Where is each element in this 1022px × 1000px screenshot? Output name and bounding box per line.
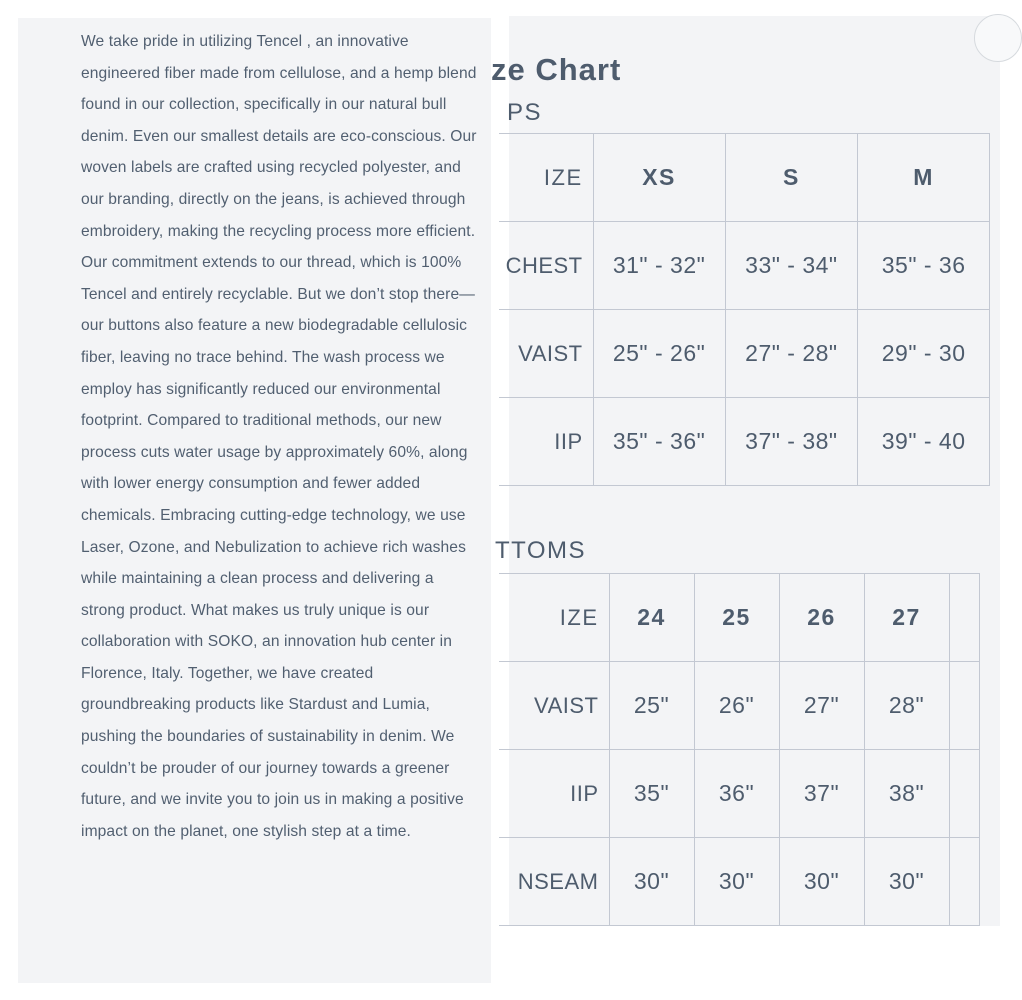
bottoms-section-title: TTOMS	[495, 537, 587, 564]
table-row-label: CHEST	[499, 222, 593, 310]
table-cell: 26"	[694, 662, 779, 750]
table-header-cell: M	[858, 134, 990, 222]
table-cell: 39" - 40	[858, 398, 990, 486]
table-header-cell: 26	[779, 574, 864, 662]
table-cell: 35" - 36	[858, 222, 990, 310]
table-cell: 30"	[864, 838, 949, 926]
table-cell: 27"	[779, 662, 864, 750]
table-cell: 35"	[609, 750, 694, 838]
table-cell: 36"	[694, 750, 779, 838]
table-header-cell: 24	[609, 574, 694, 662]
table-cell: 28"	[864, 662, 949, 750]
table-cell-empty	[949, 838, 979, 926]
table-row-label: IIP	[499, 750, 609, 838]
table-row	[499, 750, 979, 838]
table-header-cell: IZE	[499, 134, 593, 222]
table-header-cell: IZE	[499, 574, 609, 662]
table-cell: 30"	[779, 838, 864, 926]
sustainability-description: We take pride in utilizing Tencel , an innovative engineered fiber made from cellulose, and a hemp blend found in our collection, specifically in our natural bull denim. Even our smallest details are eco-conscious. Our woven labels are crafted using recycled polyester, and our branding, directly on the jeans, is achieved through embroidery, making the recycling process more efficient. Our commitment extends to our thread, which is 100% Tencel and entirely recyclable. But we don’t stop there—our buttons also feature a new biodegradable cellulosic fiber, leaving no trace behind. The wash process we employ has significantly reduced our environmental footprint. Compared to traditional methods, our new process cuts water usage by approximately 60%, along with lower energy consumption and fewer added chemicals. Embracing cutting-edge technology, we use Laser, Ozone, and Nebulization to achieve rich washes while maintaining a clean process and delivering a strong product. What makes us truly unique is our collaboration with SOKO, an innovation hub center in Florence, Italy. Together, we have created groundbreaking products like Stardust and Lumia, pushing the boundaries of sustainability in denim. We couldn’t be prouder of our journey towards a greener future, and we invite you to join us in making a positive impact on the planet, one stylish step at a time.	[81, 33, 477, 840]
table-cell: 31" - 32"	[593, 222, 725, 310]
size-chart-title: ze Chart	[491, 52, 622, 87]
table-cell: 25"	[609, 662, 694, 750]
close-icon[interactable]	[974, 14, 1022, 62]
table-row	[499, 310, 990, 398]
table-cell: 29" - 30	[858, 310, 990, 398]
table-cell-empty	[949, 750, 979, 838]
table-header-cell: XS	[593, 134, 725, 222]
table-row-label: NSEAM	[499, 838, 609, 926]
table-cell: 35" - 36"	[593, 398, 725, 486]
table-cell: 33" - 34"	[725, 222, 858, 310]
table-header-cell: 27	[864, 574, 949, 662]
tops-size-table	[499, 133, 990, 486]
table-row-label: VAIST	[499, 662, 609, 750]
table-row	[499, 662, 979, 750]
table-header-row	[499, 574, 979, 662]
tops-section-title: PS	[507, 99, 543, 126]
bottoms-size-table	[499, 573, 980, 926]
size-chart-panel	[491, 16, 1000, 926]
table-cell: 37"	[779, 750, 864, 838]
table-cell: 30"	[609, 838, 694, 926]
table-row-label: IIP	[499, 398, 593, 486]
table-row	[499, 838, 979, 926]
table-header-cell: 25	[694, 574, 779, 662]
table-cell: 25" - 26"	[593, 310, 725, 398]
table-cell-empty	[949, 574, 979, 662]
table-cell-empty	[949, 662, 979, 750]
table-cell: 27" - 28"	[725, 310, 858, 398]
table-cell: 38"	[864, 750, 949, 838]
table-header-row	[499, 134, 990, 222]
table-row	[499, 398, 990, 486]
table-cell: 30"	[694, 838, 779, 926]
description-panel	[18, 18, 491, 983]
table-row-label: VAIST	[499, 310, 593, 398]
table-row	[499, 222, 990, 310]
table-cell: 37" - 38"	[725, 398, 858, 486]
table-header-cell: S	[725, 134, 858, 222]
